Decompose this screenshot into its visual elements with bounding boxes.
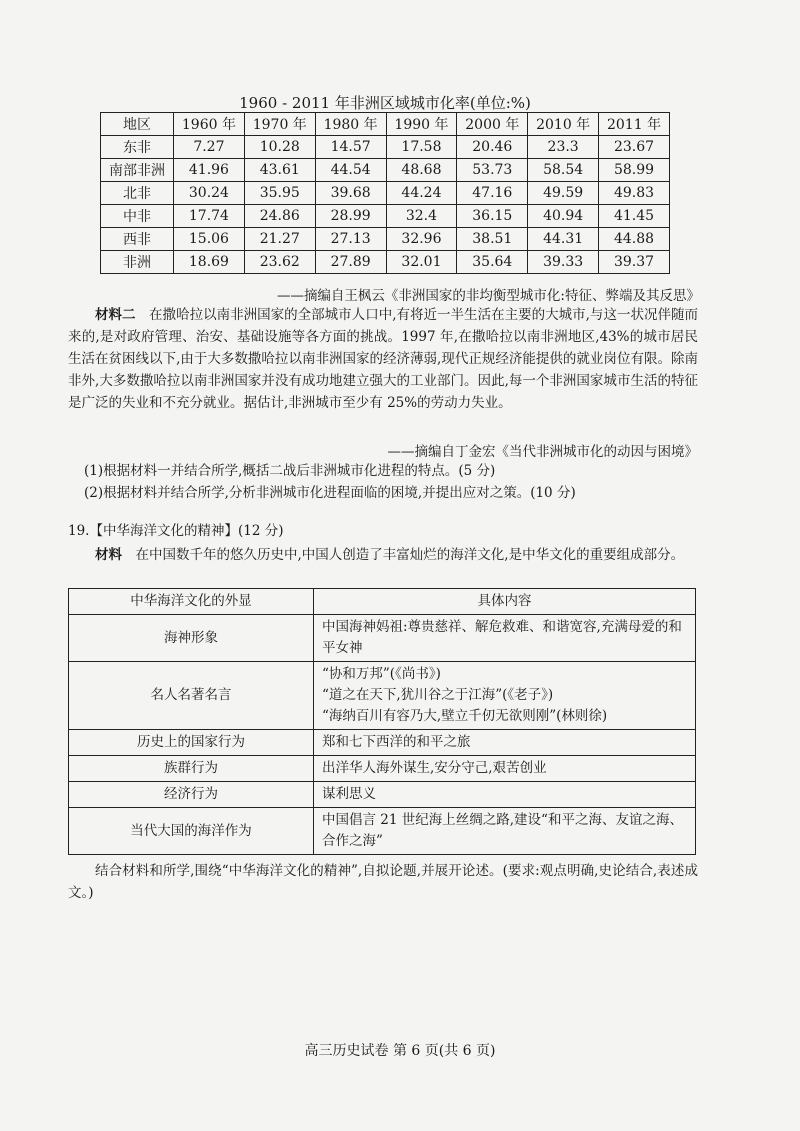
content-line: 郑和七下西洋的和平之旅 bbox=[322, 734, 471, 750]
content-line: 中国倡言 21 世纪海上丝绸之路,建设“和平之海、友谊之海、合作之海” bbox=[322, 812, 683, 849]
column-header: 1960 年 bbox=[174, 113, 245, 136]
table-cell: 48.68 bbox=[386, 159, 457, 182]
table-cell: 49.83 bbox=[599, 182, 670, 205]
content-line: “协和万邦”(《尚书》) bbox=[322, 666, 441, 682]
column-header: 2000 年 bbox=[457, 113, 528, 136]
material-text: 在中国数千年的悠久历史中,中国人创造了丰富灿烂的海洋文化,是中华文化的重要组成部分。 bbox=[135, 547, 685, 563]
table-cell: 39.68 bbox=[315, 182, 386, 205]
table-cell: 32.01 bbox=[386, 251, 457, 274]
table-cell: 23.67 bbox=[599, 136, 670, 159]
table-cell: 28.99 bbox=[315, 205, 386, 228]
table-cell: 27.89 bbox=[315, 251, 386, 274]
table-cell: 32.96 bbox=[386, 228, 457, 251]
question-19-instruction: 结合材料和所学,围绕“中华海洋文化的精神”,自拟论题,并展开论述。(要求:观点明确,史论结合,表述成文。) bbox=[68, 863, 698, 901]
table-cell: 北非 bbox=[101, 182, 174, 205]
table-row bbox=[69, 756, 696, 782]
table-cell: 41.45 bbox=[599, 205, 670, 228]
table-cell: 39.33 bbox=[528, 251, 599, 274]
table-row bbox=[69, 808, 696, 855]
table-cell: 44.24 bbox=[386, 182, 457, 205]
table-row bbox=[101, 182, 670, 205]
table-cell: 7.27 bbox=[174, 136, 245, 159]
aspect-cell: 族群行为 bbox=[69, 756, 314, 782]
column-header: 中华海洋文化的外显 bbox=[69, 589, 314, 615]
table-cell: 23.62 bbox=[244, 251, 315, 274]
table-cell: 47.16 bbox=[457, 182, 528, 205]
table-cell: 南部非洲 bbox=[101, 159, 174, 182]
content-cell bbox=[314, 615, 696, 662]
aspect-cell: 历史上的国家行为 bbox=[69, 730, 314, 756]
content-line: “海纳百川有容乃大,壁立千仞无欲则刚”(林则徐) bbox=[322, 708, 608, 724]
content-cell bbox=[314, 730, 696, 756]
table-cell: 17.58 bbox=[386, 136, 457, 159]
table-cell: 39.37 bbox=[599, 251, 670, 274]
table-cell: 43.61 bbox=[244, 159, 315, 182]
page-footer: 高三历史试卷 第 6 页(共 6 页) bbox=[304, 1043, 496, 1059]
table-header-row bbox=[69, 589, 696, 615]
table-header-row bbox=[101, 113, 670, 136]
table1-source: ——摘编自王枫云《非洲国家的非均衡型城市化:特征、弊端及其反思》 bbox=[276, 288, 700, 304]
table-cell: 38.51 bbox=[457, 228, 528, 251]
aspect-cell: 海神形象 bbox=[69, 615, 314, 662]
column-header: 1990 年 bbox=[386, 113, 457, 136]
ocean-culture-table bbox=[68, 588, 696, 855]
material2-paragraph bbox=[68, 304, 698, 414]
table-cell: 32.4 bbox=[386, 205, 457, 228]
material-label: 材料 bbox=[95, 547, 122, 563]
content-cell bbox=[314, 782, 696, 808]
table-cell: 35.95 bbox=[244, 182, 315, 205]
table-cell: 44.54 bbox=[315, 159, 386, 182]
column-header: 具体内容 bbox=[314, 589, 696, 615]
column-header: 1970 年 bbox=[244, 113, 315, 136]
table-cell: 18.69 bbox=[174, 251, 245, 274]
content-cell bbox=[314, 662, 696, 730]
table-cell: 非洲 bbox=[101, 251, 174, 274]
aspect-cell: 经济行为 bbox=[69, 782, 314, 808]
table-row bbox=[69, 782, 696, 808]
table-cell: 27.13 bbox=[315, 228, 386, 251]
column-header: 地区 bbox=[101, 113, 174, 136]
content-line: 中国海神妈祖:尊贵慈祥、解危救难、和谐宽容,充满母爱的和平女神 bbox=[322, 619, 682, 656]
table-cell: 53.73 bbox=[457, 159, 528, 182]
table-cell: 30.24 bbox=[174, 182, 245, 205]
column-header: 1980 年 bbox=[315, 113, 386, 136]
material2-source: ——摘编自丁金宏《当代非洲城市化的动因与困境》 bbox=[387, 444, 698, 460]
table-cell: 15.06 bbox=[174, 228, 245, 251]
table-cell: 58.99 bbox=[599, 159, 670, 182]
table-row bbox=[69, 662, 696, 730]
content-cell bbox=[314, 808, 696, 855]
table-cell: 44.88 bbox=[599, 228, 670, 251]
column-header: 2010 年 bbox=[528, 113, 599, 136]
table-cell: 35.64 bbox=[457, 251, 528, 274]
material2-label: 材料二 bbox=[95, 307, 136, 323]
aspect-cell: 当代大国的海洋作为 bbox=[69, 808, 314, 855]
table-cell: 14.57 bbox=[315, 136, 386, 159]
table-row bbox=[69, 730, 696, 756]
table-cell: 23.3 bbox=[528, 136, 599, 159]
table-row bbox=[101, 136, 670, 159]
table-cell: 东非 bbox=[101, 136, 174, 159]
content-line: 谋利思义 bbox=[322, 786, 376, 802]
question-19-material bbox=[68, 544, 698, 566]
table-row bbox=[101, 251, 670, 274]
content-line: “道之在天下,犹川谷之于江海”(《老子》) bbox=[322, 687, 554, 703]
table-cell: 40.94 bbox=[528, 205, 599, 228]
table-cell: 41.96 bbox=[174, 159, 245, 182]
table-cell: 西非 bbox=[101, 228, 174, 251]
material2-text: 在撒哈拉以南非洲国家的全部城市人口中,有将近一半生活在主要的大城市,与这一状况伴随而来的,是对政府管理、治安、基础设施等各方面的挑战。1997 年,在撒哈拉以南非洲地区,43%的城市居民生活在贫困线以下,由于大多数撒哈拉以南非洲国家的经济薄弱,现代正规经济能提供的就业岗位有限。除南非外,大多数撒哈拉以南非洲国家并没有成功地建立强大的工业部门。因此,每一个非洲国家城市生活的特征是广泛的失业和不充分就业。据估计,非洲城市至少有 25%的劳动力失业。 bbox=[68, 307, 698, 411]
content-line: 出洋华人海外谋生,安分守己,艰苦创业 bbox=[322, 760, 547, 776]
table-cell: 20.46 bbox=[457, 136, 528, 159]
table-row bbox=[101, 205, 670, 228]
question-1: (1)根据材料一并结合所学,概括二战后非洲城市化进程的特点。(5 分) bbox=[84, 463, 496, 479]
table-cell: 17.74 bbox=[174, 205, 245, 228]
content-cell bbox=[314, 756, 696, 782]
table-row bbox=[101, 159, 670, 182]
question-19-title: 19.【中华海洋文化的精神】(12 分) bbox=[68, 523, 284, 539]
table-cell: 44.31 bbox=[528, 228, 599, 251]
aspect-cell: 名人名著名言 bbox=[69, 662, 314, 730]
table-cell: 58.54 bbox=[528, 159, 599, 182]
table-cell: 21.27 bbox=[244, 228, 315, 251]
table-cell: 36.15 bbox=[457, 205, 528, 228]
table-cell: 24.86 bbox=[244, 205, 315, 228]
table-cell: 10.28 bbox=[244, 136, 315, 159]
question-2: (2)根据材料并结合所学,分析非洲城市化进程面临的困境,并提出应对之策。(10 分) bbox=[84, 485, 576, 501]
column-header: 2011 年 bbox=[599, 113, 670, 136]
table-row bbox=[101, 228, 670, 251]
table-row bbox=[69, 615, 696, 662]
table-cell: 49.59 bbox=[528, 182, 599, 205]
urbanization-table bbox=[100, 112, 670, 274]
table1-title: 1960 - 2011 年非洲区域城市化率(单位:%) bbox=[239, 94, 531, 112]
table-cell: 中非 bbox=[101, 205, 174, 228]
